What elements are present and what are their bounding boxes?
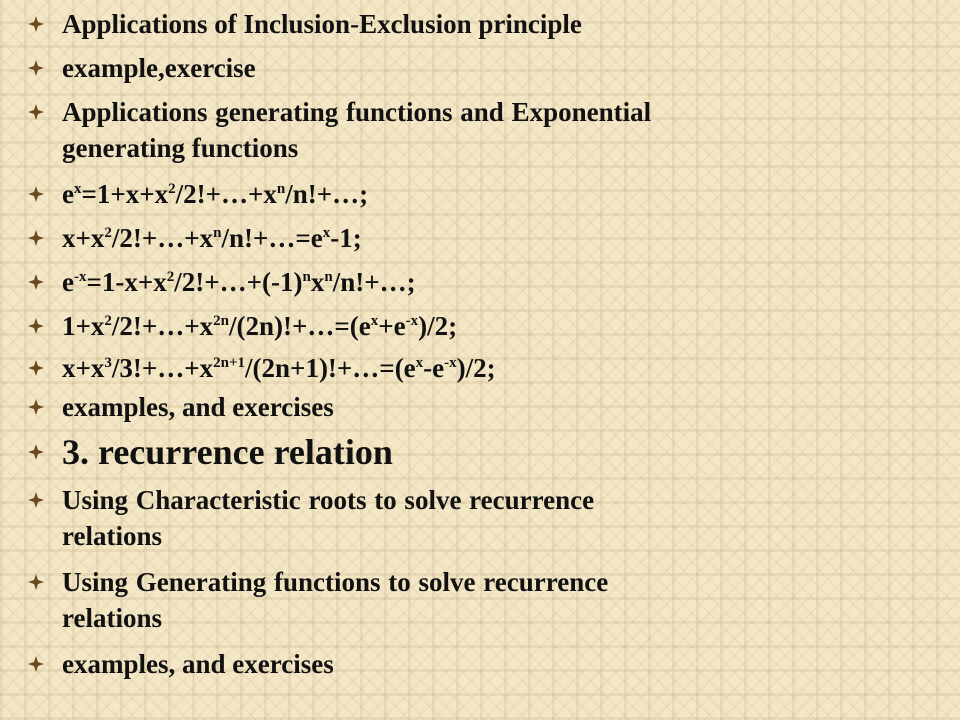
item-text-line1 [62,482,894,518]
diamond-star-bullet-icon [28,360,44,376]
item-text: examples, and exercises [62,392,334,422]
diamond-star-bullet-icon [28,60,44,76]
formula-text: $e^{-x}=1-x+x^2/2!+\dots+(-1)^nx^n/n!+\dots$; [62,267,416,297]
diamond-star-bullet-icon [28,574,44,590]
item-text-line1-content: Using Characteristic roots to solve recurrence [62,485,595,515]
item-text-line2: relations [62,603,162,633]
formula-text: $e^x=1+x+x^2/2!+\dots+x^n/n!+\dots$; [62,179,369,209]
item-text-line1 [62,564,894,600]
diamond-star-bullet-icon [28,186,44,202]
item-text: examples, and exercises [62,649,334,679]
diamond-star-bullet-icon [28,230,44,246]
diamond-star-bullet-icon [28,274,44,290]
diamond-star-bullet-icon [28,104,44,120]
diamond-star-bullet-icon [28,444,44,460]
item-text-line1-content: Using Generating functions to solve recurrence [62,567,609,597]
diamond-star-bullet-icon [28,656,44,672]
item-text-line1-content: Applications generating functions and Exponential [62,97,652,127]
item-text-line2: generating functions [62,133,299,163]
diamond-star-bullet-icon [28,318,44,334]
item-text: Applications of Inclusion-Exclusion principle [62,9,582,39]
formula-text: $x+x^2/2!+\dots+x^n/n!+\dots=e^x-1$; [62,223,362,253]
formula-text: $x+x^3/3!+\dots+x^{2n+1}/(2n+1)!+\dots=(e^x-e^{-x})/2$; [62,353,496,383]
item-text-line1 [62,94,894,130]
diamond-star-bullet-icon [28,16,44,32]
formula-text: $1+x^2/2!+\dots+x^{2n}/(2n)!+\dots=(e^x+e^{-x})/2$; [62,311,458,341]
item-text-line2: relations [62,521,162,551]
diamond-star-bullet-icon [28,492,44,508]
item-text: example,exercise [62,53,256,83]
section-heading: 3. recurrence relation [62,432,393,472]
diamond-star-bullet-icon [28,399,44,415]
